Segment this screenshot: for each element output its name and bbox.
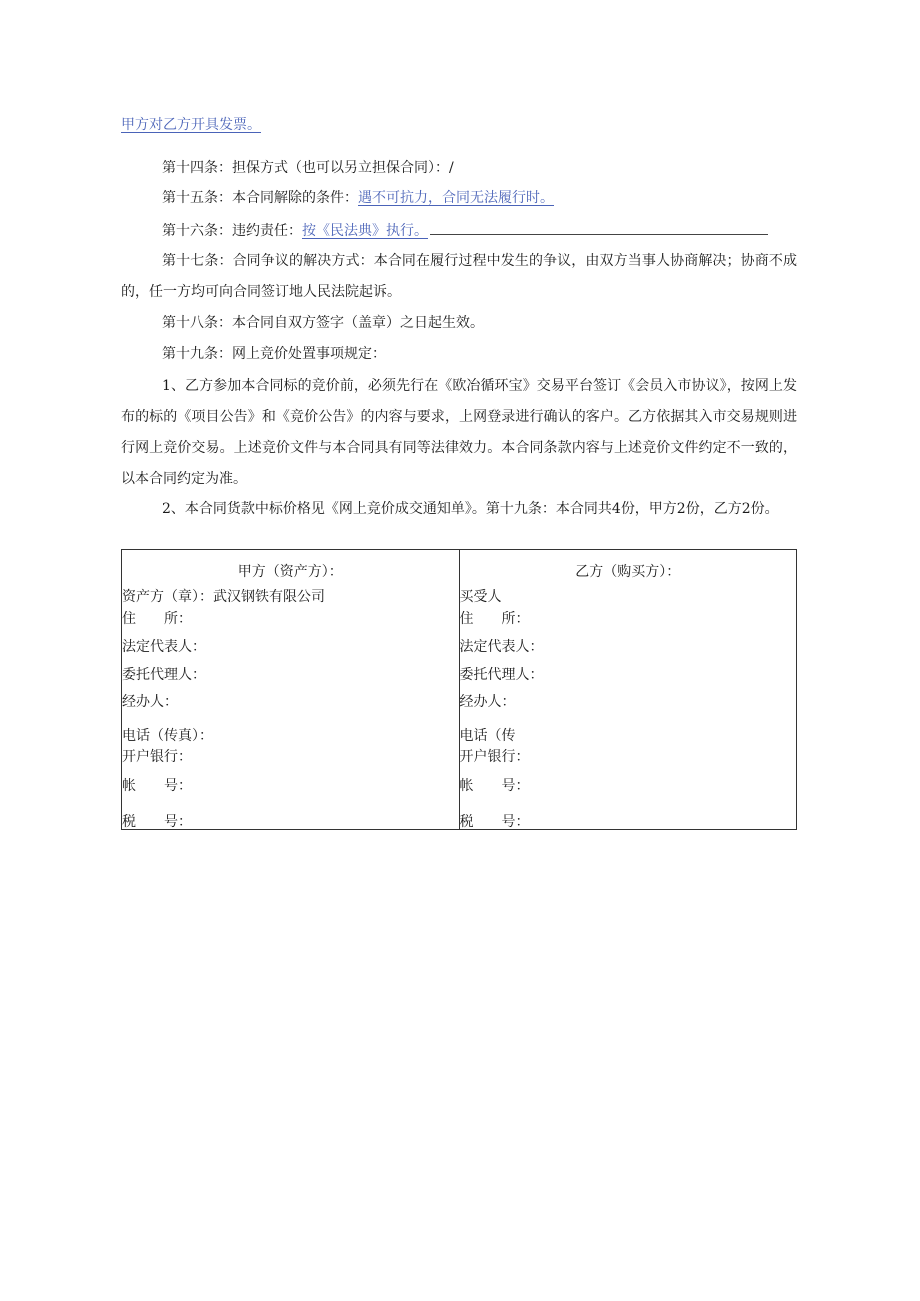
party-a-legal-rep: 法定代表人： <box>122 639 206 655</box>
party-b-buyer: 买受人 <box>459 589 502 605</box>
signature-table <box>121 549 797 830</box>
article-19-item-2: 2、本合同货款中标价格见《网上竞价成交通知单》。第十九条：本合同共4份，甲方2份，乙方2份。 <box>162 501 779 517</box>
article-17: 第十七条：合同争议的解决方式：本合同在履行过程中发生的争议，由双方当事人协商解决；协商不成的，任一方均可向合同签订地人民法院起诉。 <box>121 253 797 300</box>
party-b-bank: 开户银行： <box>459 749 530 765</box>
party-a-agent: 委托代理人： <box>122 667 206 683</box>
article-15 <box>162 188 554 208</box>
article-15-value: 遇不可抗力，合同无法履行时。 <box>358 190 554 206</box>
article-16-value: 按《民法典》执行。 <box>302 223 428 239</box>
party-a-bank: 开户银行： <box>122 749 192 765</box>
party-b-phone: 电话（传 <box>459 728 516 744</box>
party-a-header: 甲方（资产方）： <box>237 564 343 580</box>
party-b-account: 帐 号： <box>459 778 530 794</box>
party-b-address: 住 所： <box>459 611 530 627</box>
party-a-cell <box>122 550 460 830</box>
party-b-agent: 委托代理人： <box>459 667 544 683</box>
article-19: 第十九条：网上竞价处置事项规定： <box>162 346 386 362</box>
party-a-tax: 税 号： <box>122 814 192 830</box>
invoice-text: 甲方对乙方开具发票。 <box>121 117 261 133</box>
party-a-address: 住 所： <box>122 611 192 627</box>
party-b-tax: 税 号： <box>459 814 530 830</box>
article-18: 第十八条：本合同自双方签字（盖章）之日起生效。 <box>162 315 484 331</box>
party-a-asset: 资产方（章）：武汉钢铁有限公司 <box>122 589 325 605</box>
article-16-label: 第十六条：违约责任： <box>162 223 302 239</box>
party-b-legal-rep: 法定代表人： <box>459 639 544 655</box>
fill-in-blank-line <box>430 219 768 235</box>
invoice-line <box>121 115 261 135</box>
party-b-cell <box>459 550 797 830</box>
article-15-label: 第十五条：本合同解除的条件： <box>162 190 358 206</box>
party-a-phone: 电话（传真）： <box>122 728 213 744</box>
article-14: 第十四条：担保方式（也可以另立担保合同）：/ <box>162 160 454 176</box>
party-b-header: 乙方（购买方）： <box>575 564 681 580</box>
article-19-item-1: 1、乙方参加本合同标的竞价前，必须先行在《欧冶循环宝》交易平台签订《会员入市协议》，按网上发布的标的《项目公告》和《竞价公告》的内容与要求，上网登录进行确认的客户。乙方依据其入市交易规则进行网上竞价交易。上述竞价文件与本合同具有同等法律效力。本合同条款内容与上述竞价文件约定不一致的，以本合同约定为准。 <box>121 378 797 487</box>
party-b-handler: 经办人： <box>459 694 516 710</box>
party-a-account: 帐 号： <box>122 778 192 794</box>
party-a-handler: 经办人： <box>122 694 178 710</box>
article-16 <box>162 219 768 241</box>
